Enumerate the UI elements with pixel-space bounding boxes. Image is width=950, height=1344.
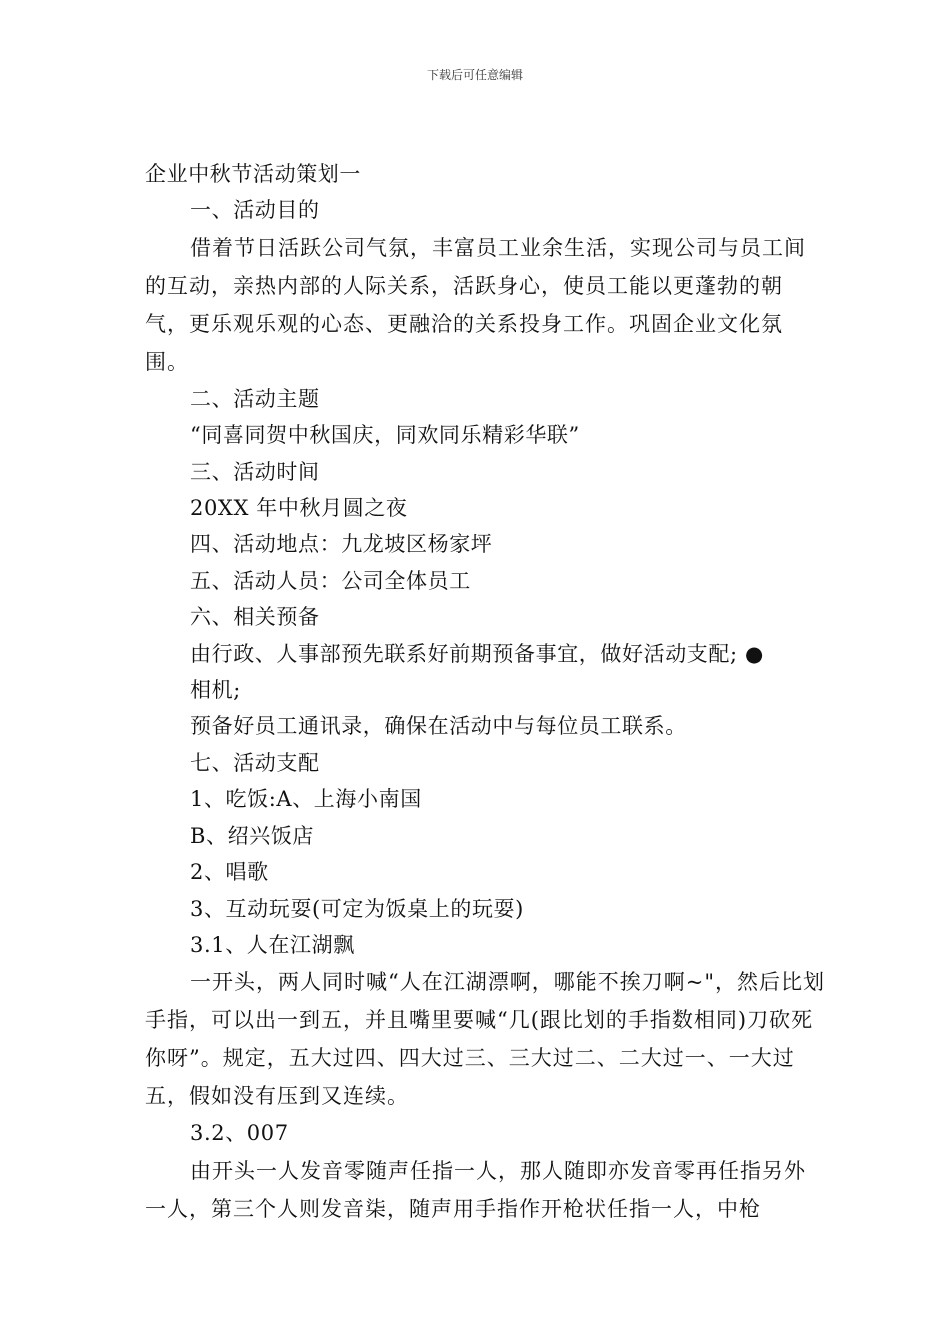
people-text: 五、活动人员：公司全体员工 (190, 568, 471, 593)
section-heading-purpose: 一、活动目的 (190, 198, 320, 223)
preparation-item: 由行政、人事部预先联系好前期预备事宜，做好活动支配; ● (190, 641, 764, 666)
game-heading: 3.1、人在江湖飘 (190, 932, 355, 957)
arrangement-item: 1、吃饭:A、上海小南国 (190, 787, 422, 812)
arrangement-item: 2、唱歌 (190, 860, 269, 885)
page-header-note: 下载后可任意编辑 (426, 68, 523, 82)
place-text: 四、活动地点：九龙坡区杨家坪 (190, 532, 493, 557)
section-heading-arrangement: 七、活动支配 (190, 750, 320, 775)
preparation-item: 相机; (190, 678, 241, 703)
section-heading-theme: 二、活动主题 (190, 386, 320, 411)
game-heading: 3.2、007 (190, 1121, 289, 1146)
section-heading-preparation: 六、相关预备 (190, 605, 320, 630)
game-rules-paragraph: 一开头，两人同时喊“人在江湖漂啊，哪能不挨刀啊~"，然后比划手指，可以出一到五，并且嘴里要喊“几(跟比划的手指数相同)刀砍死你呀”。规定，五大过四、四大过三、三大过二、二大过一、一大过五，假如没有压到又连续。 (145, 970, 825, 1109)
purpose-paragraph: 借着节日活跃公司气氛，丰富员工业余生活，实现公司与员工间的互动，亲热内部的人际关系，活跃身心，使员工能以更蓬勃的朝气，更乐观乐观的心态、更融洽的关系投身工作。巩固企业文化氛围。 (145, 235, 806, 374)
arrangement-item: 3、互动玩耍(可定为饭桌上的玩耍) (190, 896, 524, 921)
preparation-item: 预备好员工通讯录，确保在活动中与每位员工联系。 (190, 714, 687, 739)
section-heading-time: 三、活动时间 (190, 459, 320, 484)
theme-text: “同喜同贺中秋国庆，同欢同乐精彩华联” (190, 423, 580, 448)
document-body (145, 156, 825, 1228)
time-text: 20XX 年中秋月圆之夜 (190, 496, 408, 521)
arrangement-item: B、绍兴饭店 (190, 823, 315, 848)
document-title: 企业中秋节活动策划一 (145, 162, 361, 186)
game-rules-paragraph: 由开头一人发音零随声任指一人，那人随即亦发音零再任指另外一人，第三个人则发音柒，随声用手指作开枪状任指一人，中枪 (145, 1158, 806, 1221)
